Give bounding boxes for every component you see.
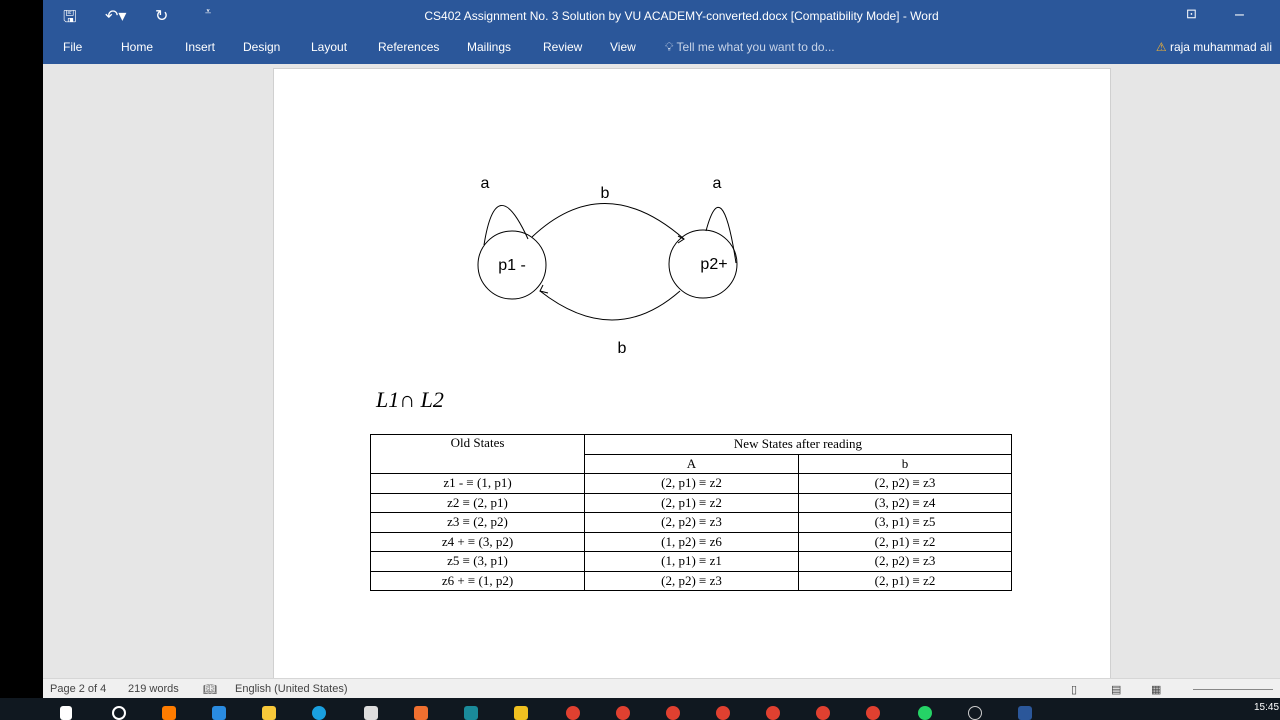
user-name: raja muhammad ali xyxy=(1169,40,1272,54)
lightbulb-icon: 💡︎ xyxy=(665,40,677,54)
table-row xyxy=(371,552,1012,572)
page-count[interactable]: Page 2 of 4 xyxy=(50,683,107,695)
table-cell: (1, p1) ≡ z1 xyxy=(585,552,799,572)
app-icon-3[interactable] xyxy=(514,706,528,720)
chrome-icon[interactable] xyxy=(616,706,630,720)
zoom-slider[interactable] xyxy=(1193,689,1273,690)
word-count[interactable]: 219 words xyxy=(128,683,179,695)
tab-layout[interactable]: Layout xyxy=(311,40,348,54)
edge-icon[interactable] xyxy=(312,706,326,720)
language[interactable]: English (United States) xyxy=(235,683,348,695)
clock[interactable]: 15:45 xyxy=(1254,702,1280,713)
table-cell: (1, p2) ≡ z6 xyxy=(585,532,799,552)
state-p1-label: p1 - xyxy=(498,257,526,274)
undo-icon[interactable]: ↶▾ xyxy=(105,8,127,25)
edge-p2-p1 xyxy=(540,291,680,320)
header-old-states: Old States xyxy=(371,435,585,474)
table-row xyxy=(371,474,1012,494)
tab-home[interactable]: Home xyxy=(121,40,154,54)
vscode-icon[interactable] xyxy=(212,706,226,720)
word-icon[interactable] xyxy=(1018,706,1032,720)
table-row xyxy=(371,571,1012,591)
table-cell: (2, p2) ≡ z3 xyxy=(799,474,1012,494)
tab-review[interactable]: Review xyxy=(543,40,583,54)
table-cell: (2, p2) ≡ z3 xyxy=(799,552,1012,572)
print-layout-icon[interactable]: ▤ xyxy=(1111,684,1122,696)
warning-icon: ⚠ xyxy=(1155,40,1170,54)
save-icon[interactable]: 🖫 xyxy=(63,9,77,26)
table-row xyxy=(371,493,1012,513)
state-diagram xyxy=(274,69,1112,369)
table-cell: (2, p2) ≡ z3 xyxy=(585,513,799,533)
status-bar xyxy=(43,678,1280,698)
tab-insert[interactable]: Insert xyxy=(185,40,216,54)
state-p2-label: p2+ xyxy=(700,256,728,273)
table-cell: z3 ≡ (2, p2) xyxy=(371,513,585,533)
tab-references[interactable]: References xyxy=(378,40,440,54)
table-cell: z1 - ≡ (1, p1) xyxy=(371,474,585,494)
tab-file[interactable]: File xyxy=(63,40,83,54)
ribbon-tabs xyxy=(43,32,1280,64)
table-row xyxy=(371,532,1012,552)
app-icon-4[interactable] xyxy=(968,706,982,720)
chrome-icon[interactable] xyxy=(666,706,680,720)
table-cell: (2, p1) ≡ z2 xyxy=(799,571,1012,591)
tell-me-text: Tell me what you want to do... xyxy=(676,40,835,54)
start-icon[interactable] xyxy=(60,706,72,720)
chrome-icon[interactable] xyxy=(816,706,830,720)
redo-icon[interactable]: ↻ xyxy=(155,8,169,25)
edge-p1-p2 xyxy=(532,203,684,239)
store-icon[interactable] xyxy=(364,706,378,720)
header-a: A xyxy=(585,454,799,474)
state-table xyxy=(370,434,1012,591)
table-cell: z4 + ≡ (3, p2) xyxy=(371,532,585,552)
chrome-icon[interactable] xyxy=(716,706,730,720)
table-cell: z6 + ≡ (1, p2) xyxy=(371,571,585,591)
app-icon-2[interactable] xyxy=(464,706,478,720)
edge-top-label: b xyxy=(600,185,610,202)
header-b: b xyxy=(799,454,1012,474)
proofing-icon[interactable]: 📖︎ xyxy=(203,684,217,696)
table-cell: (2, p1) ≡ z2 xyxy=(799,532,1012,552)
loop-p1-label: a xyxy=(480,175,490,192)
tab-mailings[interactable]: Mailings xyxy=(467,40,512,54)
edge-bottom-label: b xyxy=(617,340,627,357)
minimize-button[interactable]: – xyxy=(1235,6,1244,23)
table-row xyxy=(371,513,1012,533)
table-cell: z5 ≡ (3, p1) xyxy=(371,552,585,572)
chrome-icon[interactable] xyxy=(566,706,580,720)
user-account[interactable] xyxy=(1156,40,1272,54)
tab-design[interactable]: Design xyxy=(243,40,281,54)
loop-p2-label: a xyxy=(712,175,722,192)
window-title: CS402 Assignment No. 3 Solution by VU ACADEMY-converted.docx [Compatibility Mode] - Word xyxy=(424,9,939,23)
table-cell: (2, p2) ≡ z3 xyxy=(585,571,799,591)
taskbar xyxy=(0,698,1280,720)
table-cell: (3, p1) ≡ z5 xyxy=(799,513,1012,533)
search-icon[interactable] xyxy=(112,706,126,720)
tell-me-search[interactable] xyxy=(665,40,835,55)
web-layout-icon[interactable]: ▦ xyxy=(1151,684,1162,696)
file-explorer-icon[interactable] xyxy=(262,706,276,720)
chrome-icon[interactable] xyxy=(866,706,880,720)
whatsapp-icon[interactable] xyxy=(918,706,932,720)
intersection-formula: L1∩ L2 xyxy=(376,387,444,412)
document-page[interactable] xyxy=(273,68,1111,680)
word-window xyxy=(43,0,1280,698)
header-new-states: New States after reading xyxy=(585,435,1012,455)
table-cell: (3, p2) ≡ z4 xyxy=(799,493,1012,513)
read-mode-icon[interactable]: ▯ xyxy=(1071,684,1078,696)
chrome-icon[interactable] xyxy=(766,706,780,720)
title-bar xyxy=(43,0,1280,32)
table-cell: (2, p1) ≡ z2 xyxy=(585,493,799,513)
ribbon-display-options-icon[interactable]: ⊡ xyxy=(1186,6,1197,21)
app-icon[interactable] xyxy=(414,706,428,720)
customize-quick-access-icon[interactable]: ⩡ xyxy=(205,6,212,18)
illustrator-icon[interactable] xyxy=(162,706,176,720)
table-cell: (2, p1) ≡ z2 xyxy=(585,474,799,494)
table-cell: z2 ≡ (2, p1) xyxy=(371,493,585,513)
tab-view[interactable]: View xyxy=(610,40,636,54)
